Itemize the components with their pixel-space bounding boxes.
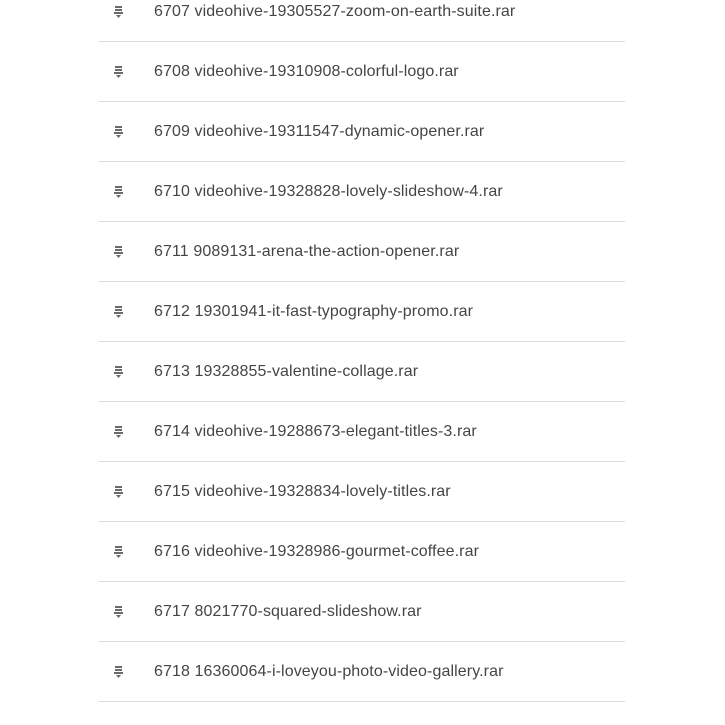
file-name: 6709 videohive-19311547-dynamic-opener.rar [154,122,485,140]
archive-icon [114,66,124,78]
archive-icon [114,126,124,138]
archive-icon [114,546,124,558]
list-item[interactable] [99,222,625,282]
list-item[interactable] [99,162,625,222]
archive-icon [114,306,124,318]
list-item[interactable] [99,402,625,462]
file-name: 6716 videohive-19328986-gourmet-coffee.rar [154,542,480,560]
archive-icon [114,666,124,678]
archive-icon [114,606,124,618]
list-item[interactable] [99,42,625,102]
list-item[interactable] [99,282,625,342]
file-name: 6713 19328855-valentine-collage.rar [154,362,419,380]
archive-icon [114,486,124,498]
file-name: 6714 videohive-19288673-elegant-titles-3.rar [154,422,477,440]
archive-icon [114,246,124,258]
file-name: 6718 16360064-i-loveyou-photo-video-gallery.rar [154,662,504,680]
list-item[interactable] [99,582,625,642]
file-name: 6707 videohive-19305527-zoom-on-earth-suite.rar [154,2,516,20]
file-name: 6717 8021770-squared-slideshow.rar [154,602,422,620]
file-name: 6711 9089131-arena-the-action-opener.rar [154,242,460,260]
archive-icon [114,6,124,18]
archive-icon [114,186,124,198]
file-name: 6712 19301941-it-fast-typography-promo.rar [154,302,474,320]
file-list [99,0,625,702]
list-item[interactable] [99,642,625,702]
list-item[interactable] [99,0,625,42]
archive-icon [114,426,124,438]
list-item[interactable] [99,462,625,522]
list-item[interactable] [99,522,625,582]
file-name: 6708 videohive-19310908-colorful-logo.rar [154,62,459,80]
file-name: 6715 videohive-19328834-lovely-titles.rar [154,482,451,500]
file-name: 6710 videohive-19328828-lovely-slideshow-4.rar [154,182,503,200]
list-item[interactable] [99,102,625,162]
list-item[interactable] [99,342,625,402]
archive-icon [114,366,124,378]
